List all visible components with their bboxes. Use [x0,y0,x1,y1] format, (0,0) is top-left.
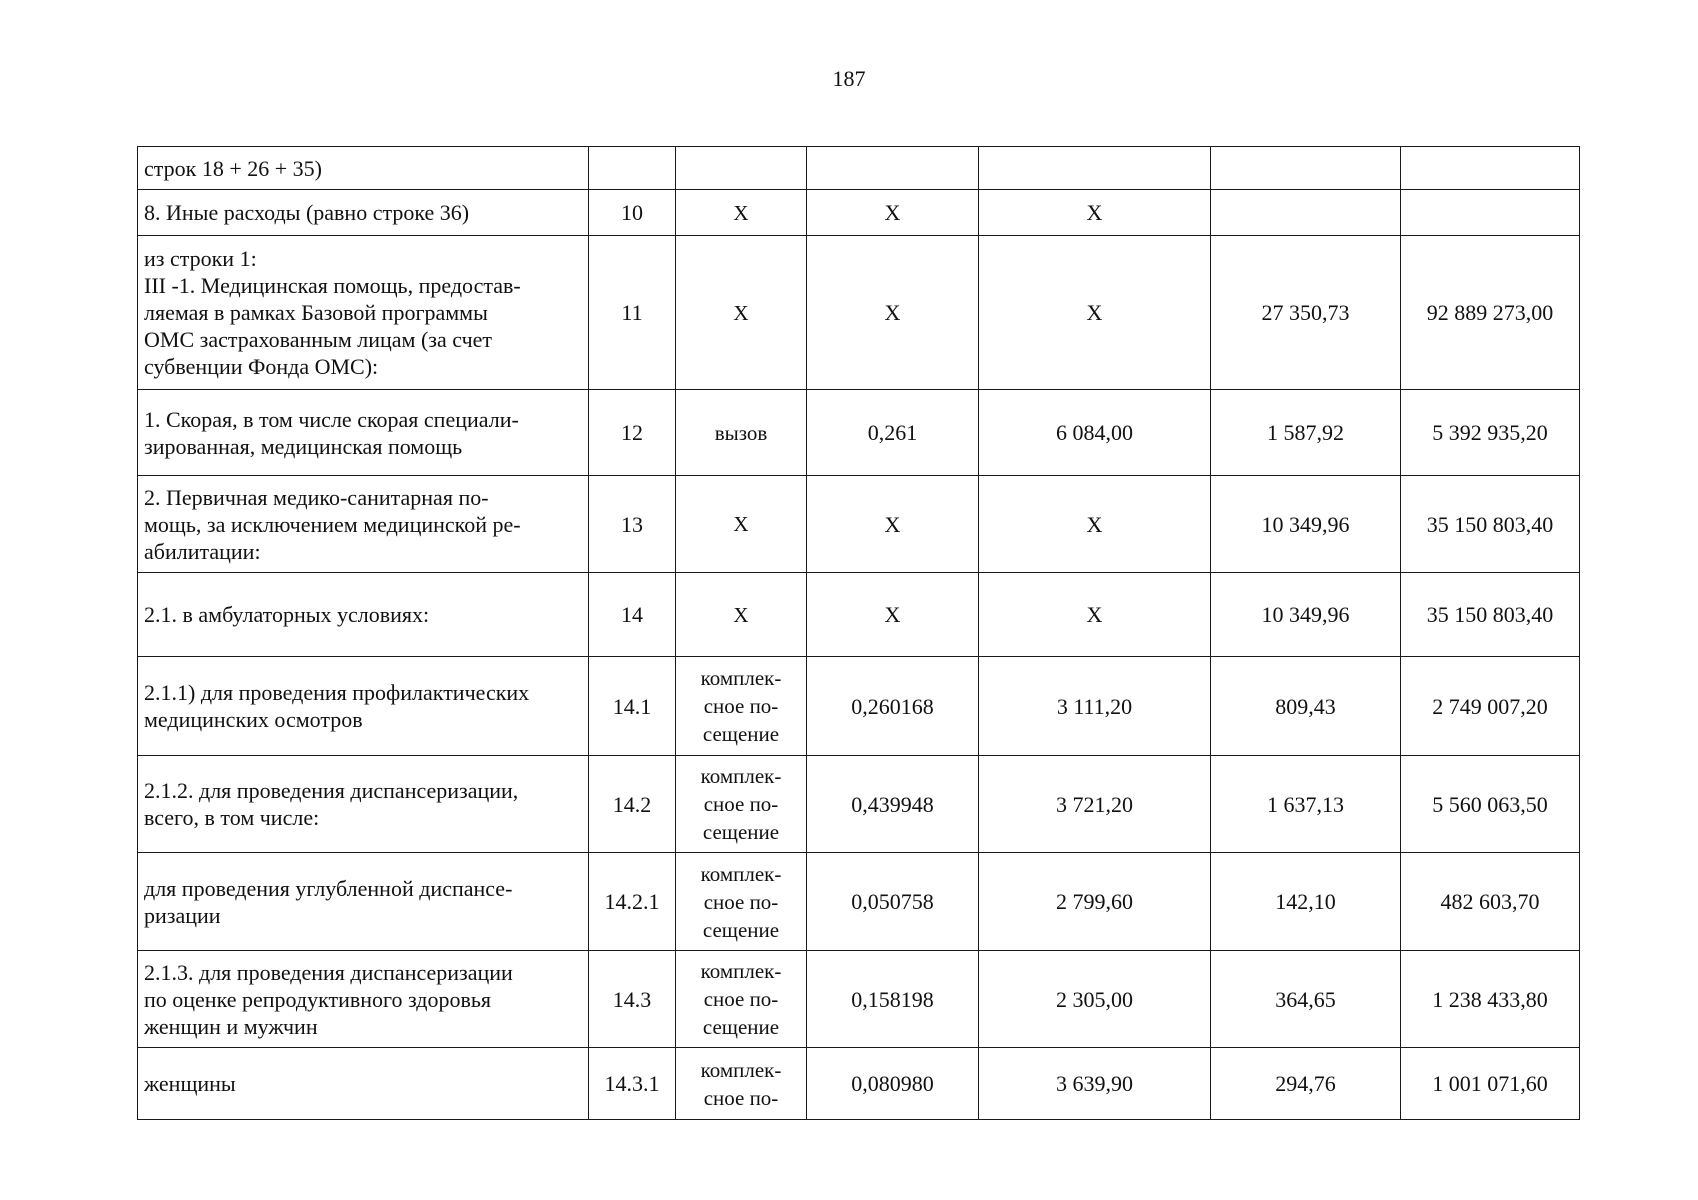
row-unit-line: сное по- [703,987,779,1011]
row-unit-line: комплек- [700,764,782,788]
row-cost-cell: X [979,573,1211,657]
row-line-number-cell: 11 [589,236,676,390]
table-row [138,476,1580,573]
row-volume-cell: X [807,573,979,657]
row-unit-line: сное по- [703,889,779,914]
row-name-cell [138,476,589,573]
row-total-cell: 35 150 803,40 [1401,476,1580,573]
row-name-cell [138,190,589,236]
row-unit-cell [676,1048,807,1120]
row-total-cell: 5 392 935,20 [1401,390,1580,476]
table-row [138,756,1580,853]
row-volume-cell: 0,158198 [807,951,979,1048]
row-name-line: из строки 1: [144,246,257,271]
row-line-number-cell: 14.3 [589,951,676,1048]
row-per-capita-cell [1211,147,1401,190]
row-volume-cell: X [807,236,979,390]
financing-table [137,146,1580,1120]
row-line-number-cell: 10 [589,190,676,236]
row-name-line: 2.1.1) для проведения профилактических [144,680,530,705]
row-name-line: III -1. Медицинская помощь, предостав- [144,273,521,298]
table-row [138,951,1580,1048]
row-cost-cell: X [979,236,1211,390]
row-total-cell: 482 603,70 [1401,853,1580,951]
row-name-cell [138,147,589,190]
row-name-cell [138,951,589,1048]
row-per-capita-cell: 10 349,96 [1211,573,1401,657]
row-line-number-cell: 14.3.1 [589,1048,676,1120]
row-line-number-cell: 14.1 [589,657,676,756]
row-cost-cell: 6 084,00 [979,390,1211,476]
row-unit-cell [676,657,807,756]
row-name-line: строк 18 + 26 + 35) [144,155,322,181]
row-unit-cell [676,756,807,853]
row-volume-cell: 0,261 [807,390,979,476]
row-cost-cell: 2 799,60 [979,853,1211,951]
row-unit-line: комплек- [700,861,782,886]
row-unit-line: комплек- [700,959,782,983]
row-unit-line: сещение [702,820,780,844]
row-name-cell [138,853,589,951]
row-per-capita-cell: 142,10 [1211,853,1401,951]
row-cost-cell: 3 721,20 [979,756,1211,853]
table-row [138,573,1580,657]
table-row [138,657,1580,756]
row-unit-line: сное по- [703,1085,779,1110]
row-name-cell [138,236,589,390]
row-unit-line: сещение [702,722,780,746]
row-cost-cell: 2 305,00 [979,951,1211,1048]
row-per-capita-cell: 364,65 [1211,951,1401,1048]
row-line-number-cell: 14.2 [589,756,676,853]
row-volume-cell [807,147,979,190]
row-per-capita-cell: 1 637,13 [1211,756,1401,853]
row-per-capita-cell: 27 350,73 [1211,236,1401,390]
row-total-cell: 1 238 433,80 [1401,951,1580,1048]
row-total-cell: 92 889 273,00 [1401,236,1580,390]
row-unit-cell [676,236,807,390]
row-unit-line: сное по- [703,694,779,718]
table-row [138,147,1580,190]
table-row [138,390,1580,476]
table-row [138,190,1580,236]
row-name-line: 8. Иные расходы (равно строке 36) [144,200,470,225]
row-unit-cell [676,147,807,190]
row-name-cell [138,390,589,476]
row-cost-cell [979,147,1211,190]
row-unit-line: X [733,200,749,225]
row-per-capita-cell [1211,190,1401,236]
row-unit-line: X [733,512,749,536]
row-name-line: всего, в том числе: [144,805,320,830]
row-volume-cell: 0,050758 [807,853,979,951]
row-unit-line: вызов [714,420,768,445]
row-line-number-cell: 14.2.1 [589,853,676,951]
row-name-line: женщин и мужчин [144,1013,318,1039]
row-name-line: 2. Первичная медико-санитарная по- [144,484,489,510]
row-name-line: ОМС застрахованным лицам (за счет [144,327,493,352]
row-cost-cell: 3 639,90 [979,1048,1211,1120]
row-name-cell [138,573,589,657]
row-unit-cell [676,190,807,236]
table-body [138,147,1580,1120]
row-volume-cell: 0,439948 [807,756,979,853]
table-row [138,236,1580,390]
row-line-number-cell: 14 [589,573,676,657]
row-volume-cell: 0,080980 [807,1048,979,1120]
row-name-line: субвенции Фонда ОМС): [144,354,379,379]
row-total-cell: 2 749 007,20 [1401,657,1580,756]
row-volume-cell: 0,260168 [807,657,979,756]
row-unit-cell [676,390,807,476]
row-name-line: 2.1. в амбулаторных условиях: [144,602,430,627]
row-unit-line: X [733,300,749,325]
row-cost-cell: X [979,476,1211,573]
row-name-line: 2.1.2. для проведения диспансеризации, [144,778,519,803]
row-unit-line: X [733,602,749,627]
row-name-line: по оценке репродуктивного здоровья [144,986,492,1012]
row-unit-line: комплек- [700,1057,782,1082]
row-unit-line: сещение [702,1015,780,1039]
row-name-line: 1. Скорая, в том числе скорая специали- [144,406,519,432]
row-per-capita-cell: 294,76 [1211,1048,1401,1120]
row-line-number-cell [589,147,676,190]
row-unit-cell [676,853,807,951]
row-name-cell [138,657,589,756]
row-name-line: медицинских осмотров [144,707,363,732]
row-total-cell: 1 001 071,60 [1401,1048,1580,1120]
row-line-number-cell: 12 [589,390,676,476]
row-name-line: мощь, за исключением медицинской ре- [144,511,521,537]
row-volume-cell: X [807,476,979,573]
row-name-line: ризации [144,902,221,928]
row-total-cell [1401,190,1580,236]
row-name-line: женщины [144,1071,236,1096]
row-unit-cell [676,951,807,1048]
row-name-line: 2.1.3. для проведения диспансеризации [144,959,513,985]
row-cost-cell: X [979,190,1211,236]
row-name-line: зированная, медицинская помощь [144,433,463,459]
row-name-cell [138,756,589,853]
row-unit-line: сещение [702,917,780,942]
table-row [138,853,1580,951]
row-name-line: для проведения углубленной диспансе- [144,875,513,901]
row-per-capita-cell: 10 349,96 [1211,476,1401,573]
table-row [138,1048,1580,1120]
row-name-line: ляемая в рамках Базовой программы [144,300,488,325]
row-unit-line: комплек- [700,666,782,690]
row-cost-cell: 3 111,20 [979,657,1211,756]
row-total-cell [1401,147,1580,190]
page-number: 187 [832,66,866,91]
row-name-cell [138,1048,589,1120]
row-volume-cell: X [807,190,979,236]
row-per-capita-cell: 1 587,92 [1211,390,1401,476]
row-per-capita-cell: 809,43 [1211,657,1401,756]
row-line-number-cell: 13 [589,476,676,573]
row-unit-cell [676,476,807,573]
row-total-cell: 5 560 063,50 [1401,756,1580,853]
row-unit-cell [676,573,807,657]
row-total-cell: 35 150 803,40 [1401,573,1580,657]
row-name-line: абилитации: [144,538,261,564]
row-unit-line: сное по- [703,792,779,816]
